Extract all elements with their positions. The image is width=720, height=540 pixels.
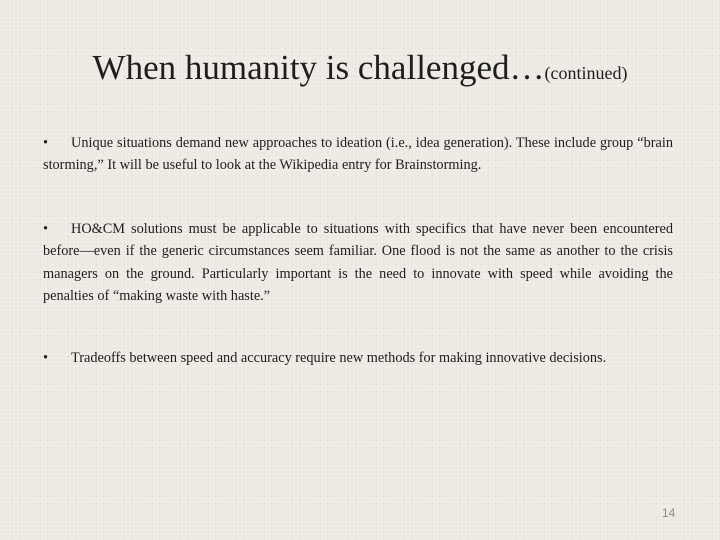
bullet-paragraph-tradeoffs xyxy=(43,347,673,369)
bullet-text: Tradeoffs between speed and accuracy require new methods for making innovative decisions. xyxy=(71,350,607,366)
slide-title xyxy=(0,46,720,95)
title-suffix: (continued) xyxy=(544,63,628,83)
title-main: When humanity is challenged… xyxy=(92,48,545,87)
bullet-icon: • xyxy=(43,350,49,366)
bullet-icon: • xyxy=(43,221,49,237)
bullet-paragraph-ideation xyxy=(43,132,673,177)
page-number: 14 xyxy=(662,506,676,520)
bullet-icon: • xyxy=(43,135,49,151)
bullet-text: Unique situations demand new approaches to ideation (i.e., idea generation). These include group “brain storming,” It will be useful to look at the Wikipedia entry for Brainstorming. xyxy=(43,135,673,174)
bullet-paragraph-hocm-solutions xyxy=(43,218,673,308)
bullet-text: HO&CM solutions must be applicable to situations with specifics that have never been encountered before—even if the generic circumstances seem familiar. One flood is not the same as another to the crisis managers on the ground. Particularly important is the need to innovate with speed while avoiding the penalties of “making waste with haste.” xyxy=(43,221,673,305)
